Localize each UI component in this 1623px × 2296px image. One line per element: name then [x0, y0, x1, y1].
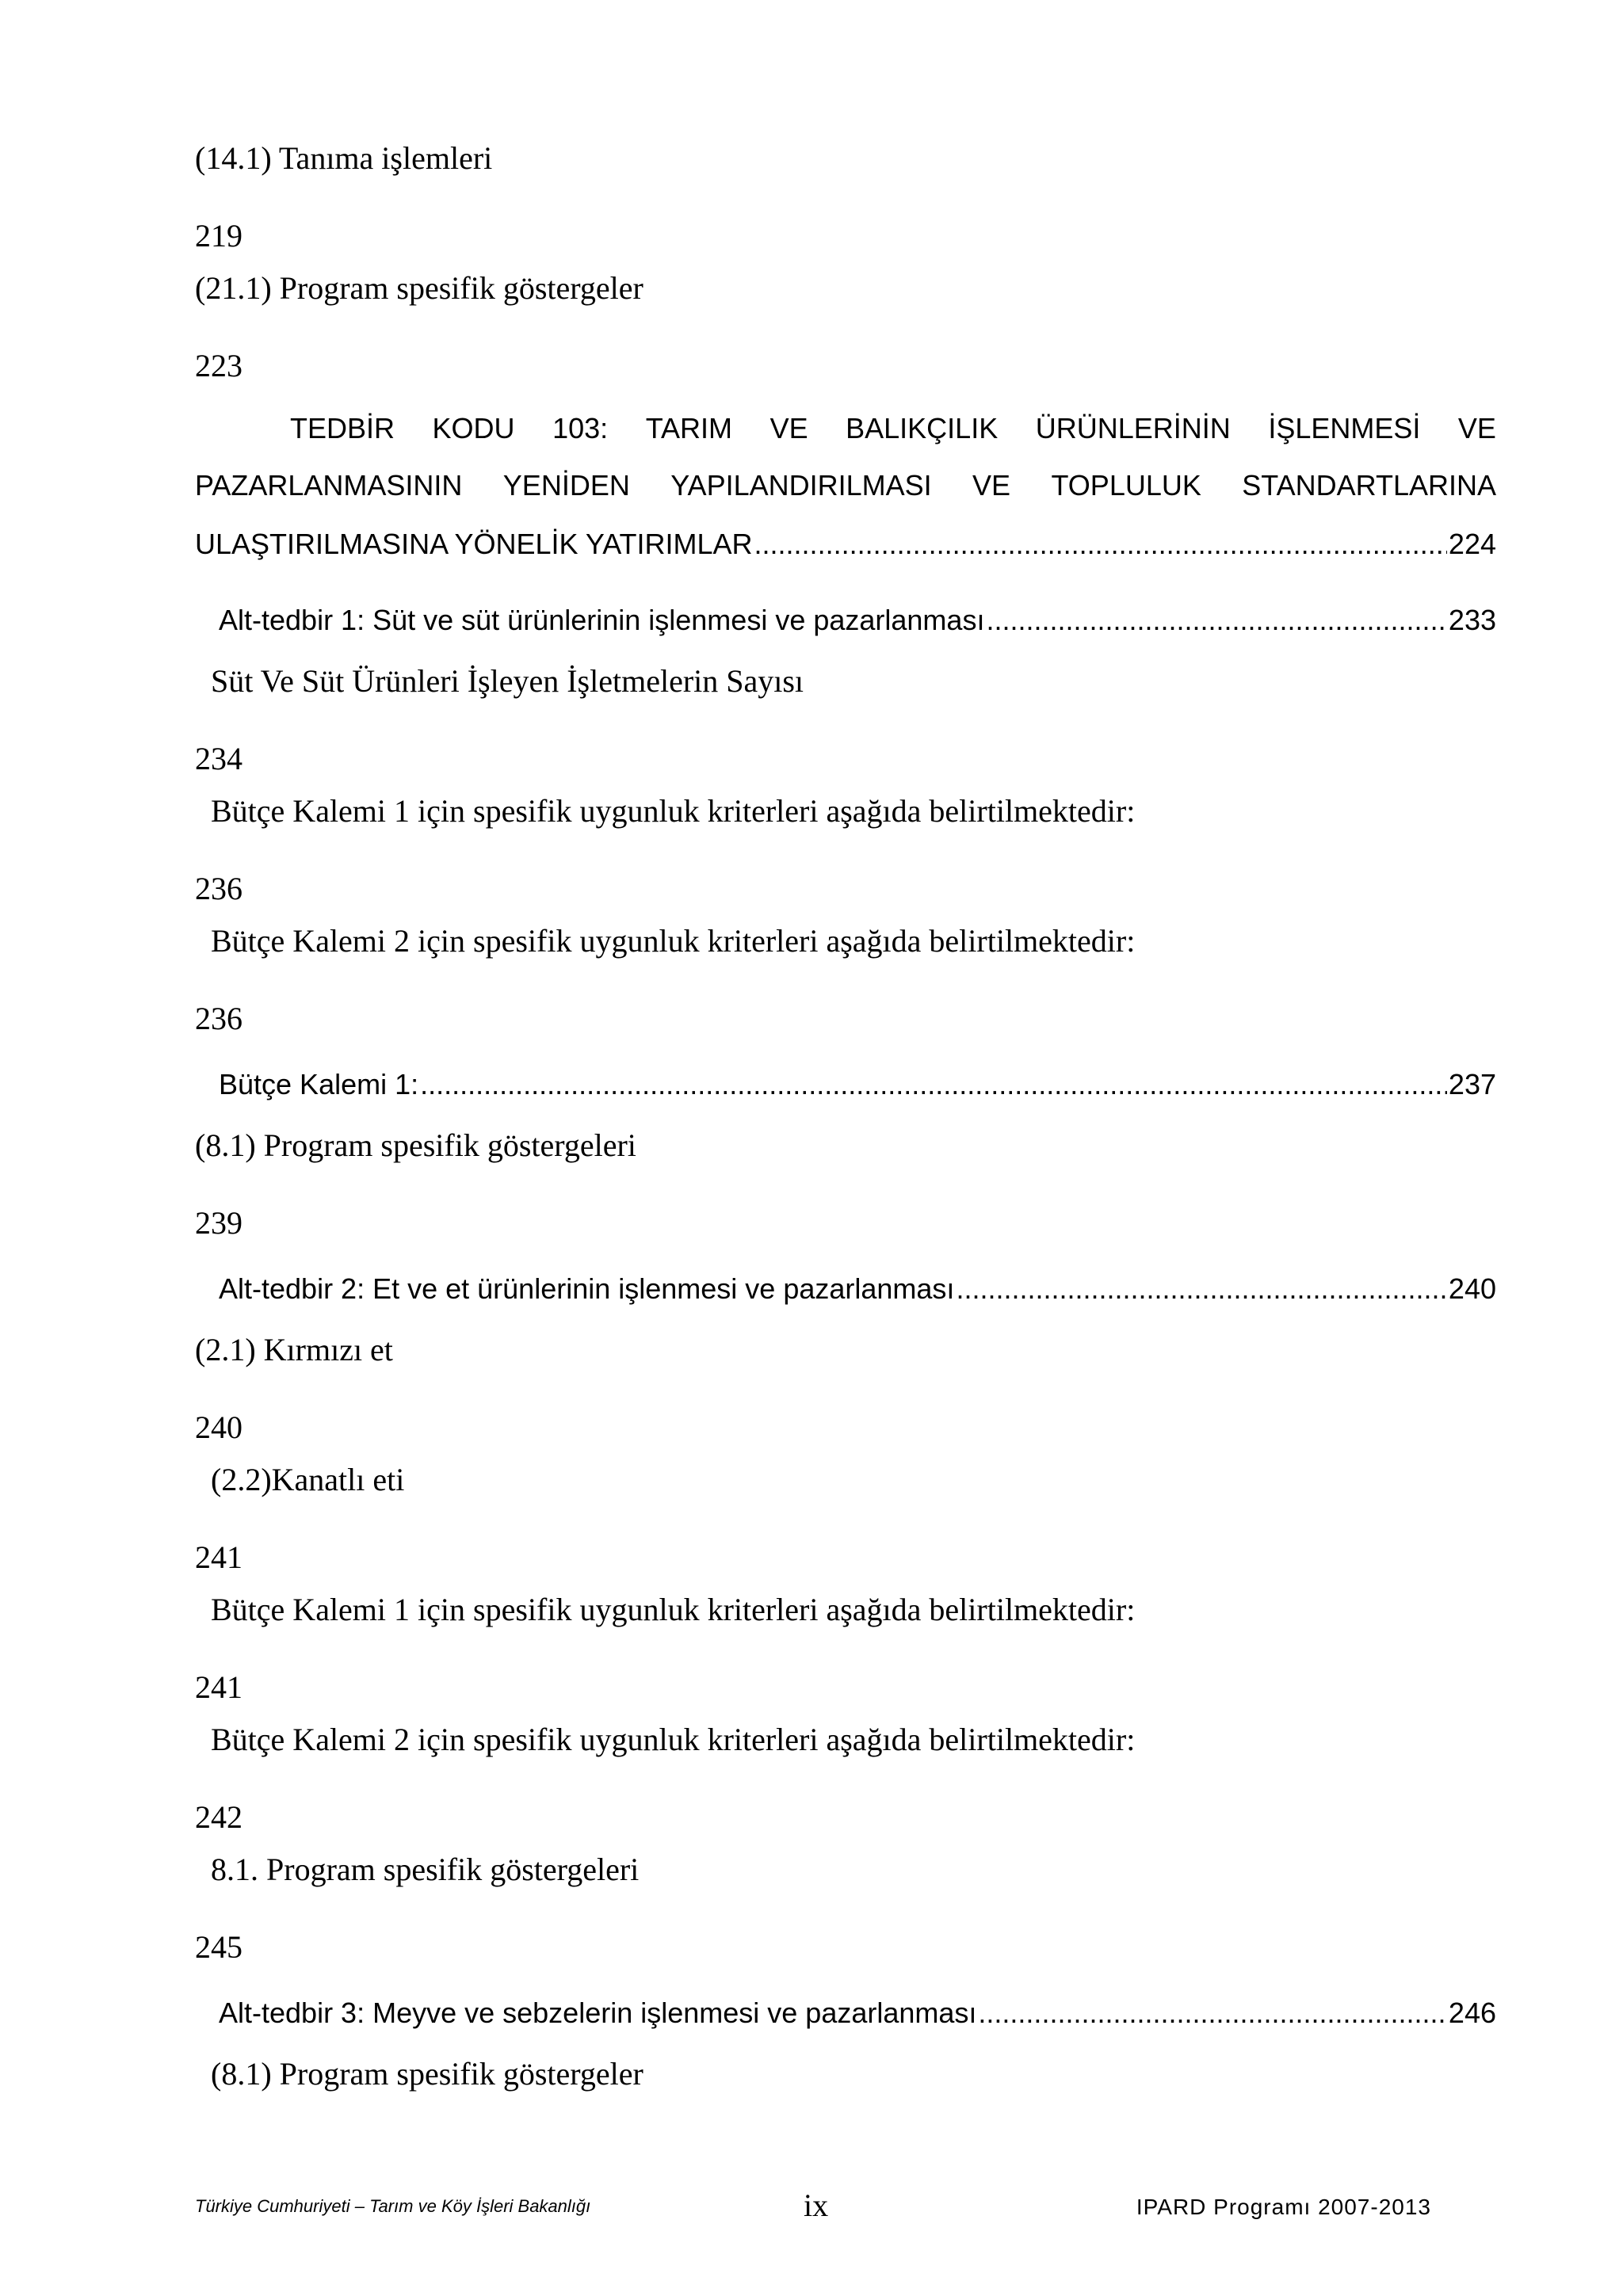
heading-word: 103: — [552, 412, 609, 444]
toc-entry-page: 233 — [1448, 604, 1496, 636]
toc-entry-label: (2.1) Kırmızı et — [195, 1332, 393, 1367]
toc-entry-page: 240 — [1448, 1272, 1496, 1305]
toc-entry-label: Alt-tedbir 2: Et ve et ürünlerinin işlenmesi ve pazarlanması — [219, 1272, 955, 1305]
toc-entry-label: (8.1) Program spesifik göstergeler — [211, 2056, 643, 2092]
toc-entry-page: 240 — [195, 1409, 242, 1445]
toc-entry-label: (8.1) Program spesifik göstergeleri — [195, 1127, 636, 1163]
toc-entry-label: (21.1) Program spesifik göstergeler — [195, 270, 643, 306]
toc-entry-label: 8.1. Program spesifik göstergeleri — [211, 1852, 640, 1887]
footer-page-number: ix — [804, 2187, 829, 2223]
heading-word: ÜRÜNLERİNİN — [1035, 412, 1231, 444]
heading-word: TOPLULUK — [1051, 469, 1201, 502]
toc-entry-label: Alt-tedbir 1: Süt ve süt ürünlerinin işlenmesi ve pazarlanması — [219, 604, 985, 636]
toc-entry-page: 219 — [195, 218, 242, 254]
toc-entry-measure-line3[interactable] — [195, 528, 1496, 561]
toc-entry-label: (2.2)Kanatlı eti — [211, 1462, 405, 1497]
toc-entry-page: 241 — [195, 1669, 242, 1705]
heading-word: STANDARTLARINA — [1242, 469, 1496, 502]
heading-word: BALIKÇILIK — [846, 412, 999, 444]
dot-leader — [956, 1272, 1446, 1306]
measure-heading-line2 — [195, 469, 1496, 502]
toc-entry-page: 236 — [195, 1001, 242, 1036]
toc-entry-label: Bütçe Kalemi 2 için spesifik uygunluk kriterleri aşağıda belirtilmektedir: — [211, 923, 1136, 959]
toc-entry-page: 237 — [1448, 1068, 1496, 1100]
toc-entry-page: 224 — [1448, 528, 1496, 560]
toc-entry-submeasure-1[interactable] — [219, 604, 1496, 637]
heading-word: YENİDEN — [502, 469, 630, 502]
toc-entry-page: 234 — [195, 741, 242, 776]
toc-entry-page: 245 — [195, 1929, 242, 1965]
toc-entry-label: (14.1) Tanıma işlemleri — [195, 140, 493, 176]
dot-leader — [754, 528, 1447, 561]
heading-word: TEDBİR — [290, 412, 395, 444]
toc-entry-label: Bütçe Kalemi 1 için spesifik uygunluk kriterleri aşağıda belirtilmektedir: — [211, 1592, 1136, 1627]
toc-entry-page: 242 — [195, 1799, 242, 1835]
toc-entry-page: 223 — [195, 348, 242, 383]
heading-word: TARIM — [645, 412, 733, 444]
toc-entry-budget-item[interactable] — [219, 1068, 1496, 1101]
toc-entry-label: Bütçe Kalemi 1: — [219, 1068, 419, 1100]
dot-leader — [986, 604, 1446, 637]
footer-program-title: IPARD Programı 2007-2013 — [1136, 2195, 1431, 2219]
toc-entry-page: 246 — [1448, 1997, 1496, 2029]
toc-entry-page: 241 — [195, 1539, 242, 1575]
dot-leader — [420, 1068, 1447, 1101]
toc-entry-submeasure-2[interactable] — [219, 1272, 1496, 1306]
page-footer — [195, 2187, 1431, 2226]
heading-word: VE — [769, 412, 808, 444]
toc-entry-label: Alt-tedbir 3: Meyve ve sebzelerin işlenmesi ve pazarlanması — [219, 1997, 977, 2029]
measure-heading-line3: ULAŞTIRILMASINA YÖNELİK YATIRIMLAR — [195, 528, 753, 560]
toc-entry-page: 236 — [195, 871, 242, 906]
heading-word: VE — [972, 469, 1011, 502]
toc-entry-submeasure-3[interactable] — [219, 1997, 1496, 2030]
heading-word: KODU — [432, 412, 515, 444]
heading-word: VE — [1457, 412, 1496, 444]
footer-ministry: Türkiye Cumhuriyeti – Tarım ve Köy İşleri Bakanlığı — [195, 2196, 591, 2216]
heading-word: İŞLENMESİ — [1268, 412, 1421, 444]
dot-leader — [978, 1997, 1447, 2030]
heading-word: PAZARLANMASININ — [195, 469, 463, 502]
toc-entry-label: Bütçe Kalemi 1 için spesifik uygunluk kriterleri aşağıda belirtilmektedir: — [211, 793, 1136, 829]
toc-entry-label: Süt Ve Süt Ürünleri İşleyen İşletmelerin Sayısı — [211, 663, 804, 699]
measure-heading-line1 — [290, 412, 1496, 445]
heading-word: YAPILANDIRILMASI — [670, 469, 932, 502]
toc-entry-label: Bütçe Kalemi 2 için spesifik uygunluk kriterleri aşağıda belirtilmektedir: — [211, 1722, 1136, 1757]
toc-entry-page: 239 — [195, 1205, 242, 1241]
